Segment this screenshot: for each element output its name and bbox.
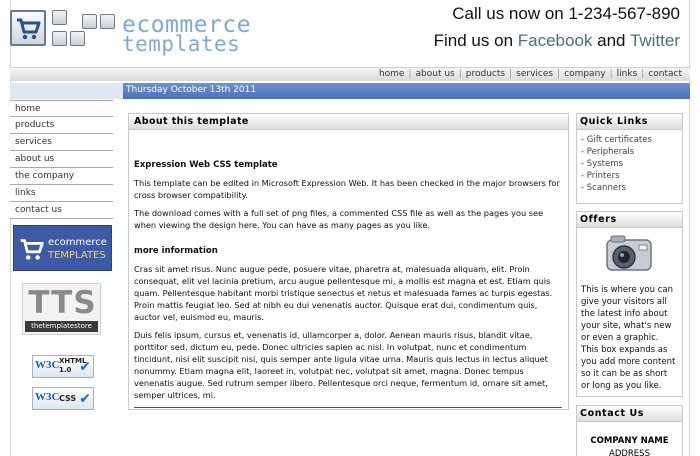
content-divider: [134, 407, 562, 408]
quick-link-systems[interactable]: Systems: [586, 159, 623, 169]
main-paragraph-3: Cras sit amet risus. Nunc augue pede, posuere vitae, pharetra at, malesuada aliquam, elit. Proin consequat, elit vel lacinia pretium, arcu augue pellentesque mi, a mollis est magna et est. Etiam quis quam. Pellentesque habitant morbi tristique senectus et netus et malesuada fames ac turpis egestas. Proin mattis feugiat leo. Sed at nibh eu dui venenatis auctor. Quisque erat dui, condimentum quis, auctor vel, euismod eu, mauris.: [134, 264, 553, 322]
quick-links-title: Quick Links: [577, 114, 682, 130]
separator: |: [609, 69, 613, 79]
company-name: COMPANY NAME: [590, 436, 669, 446]
list-item: - Printers: [581, 171, 620, 181]
main-heading-1: Expression Web CSS template: [134, 160, 278, 170]
list-item: - Scanners: [581, 183, 626, 193]
list-item: - Peripherals: [581, 147, 635, 157]
separator: |: [408, 69, 412, 79]
quick-link-scanners[interactable]: Scanners: [586, 183, 626, 193]
separator: |: [509, 69, 513, 79]
checkmark-icon: ✔: [79, 391, 91, 407]
site-logo[interactable]: [10, 10, 252, 56]
company-address: ADDRESS: [609, 449, 650, 456]
separator: |: [641, 69, 645, 79]
leftnav-home[interactable]: home: [10, 100, 113, 117]
w3c-css-badge[interactable]: [32, 387, 94, 410]
left-navigation: [10, 100, 113, 219]
find-us-text: [434, 31, 680, 51]
leftnav-products[interactable]: products: [10, 117, 113, 134]
logo-square: [52, 31, 67, 46]
logo-square: [100, 14, 115, 29]
main-paragraph-1: This template can be edited in Microsoft Expression Web. It has been checked in the major browsers for cross browser compatibility.: [134, 178, 560, 200]
w3c-mark: W3C: [35, 391, 60, 403]
topnav-about-us[interactable]: about us: [415, 69, 455, 79]
contact-title: Contact Us: [577, 406, 682, 422]
topnav-contact[interactable]: contact: [648, 69, 682, 79]
main-paragraph-2: The download comes with a full set of png files, a commented CSS file as well as the pages you see when viewing the design here. You can have as many pages as you like.: [134, 208, 544, 230]
date-bar: [10, 83, 690, 99]
logo-cart-square: [10, 10, 46, 46]
checkmark-icon: ✔: [79, 359, 91, 375]
main-paragraph-4: Duis felis ipsum, cursus et, venenatis id, ullamcorper a, dolor. Aenean mauris risus, blandit vitae, porttitor sed, dictum eu, pede. Donec ultricies sapien ac nisl. In volutpat, nunc et condimentum tincidunt, nisi elit suscipit nisi, quis semper ante ligula vitae urna. Mauris quis lectus in lectus aliquet nonummy. Etiam magna elit, laoreet in, volutpat nec, volutpat sit amet, magna. Donec tempus venenatis augue. Sed rutrum semper libero. Pellentesque orci neque, fermentum id, ornare sit amet, semper ultrices, mi.: [134, 330, 548, 400]
offers-text: This is where you can give your visitors all the latest info about your site, what's new or even a graphic. This box expands as you add more content so it can be as short or long as you like.: [581, 285, 676, 391]
separator: |: [557, 69, 561, 79]
xhtml-label-line1: XHTML: [59, 357, 87, 365]
css-label: CSS: [59, 394, 77, 403]
main-heading-2: more information: [134, 246, 218, 256]
badge-text-line2: TEMPLATES: [48, 250, 106, 261]
date-bar-cap: [10, 83, 123, 99]
quick-link-gift-certificates[interactable]: Gift certificates: [586, 135, 652, 145]
w3c-xhtml-badge[interactable]: [32, 355, 94, 378]
the-template-store-badge[interactable]: [22, 283, 101, 335]
tts-letters: TTS: [28, 285, 97, 321]
find-us-and: and: [592, 31, 630, 50]
facebook-link[interactable]: Facebook: [517, 31, 593, 50]
tts-caption: thetemplatestore: [25, 321, 98, 332]
cart-icon: [12, 12, 44, 44]
badge-text-line1: ecommerce: [48, 237, 107, 248]
quick-link-peripherals[interactable]: Peripherals: [586, 147, 635, 157]
call-us-text: Call us now on 1-234-567-890: [452, 4, 680, 23]
topnav-home[interactable]: home: [378, 69, 405, 79]
top-navigation: [10, 67, 690, 81]
find-us-prefix: Find us on: [433, 31, 518, 50]
leftnav-contact-us[interactable]: contact us: [10, 202, 113, 219]
logo-text-line1: ecommerce: [122, 12, 252, 38]
offers-box: [576, 211, 683, 397]
topnav-company[interactable]: company: [564, 69, 606, 79]
ecommerce-templates-badge[interactable]: [13, 225, 112, 271]
logo-text-line2: templates: [122, 32, 241, 56]
quick-link-printers[interactable]: Printers: [586, 171, 620, 181]
logo-square: [52, 10, 67, 25]
leftnav-services[interactable]: services: [10, 134, 113, 151]
topnav-links[interactable]: links: [616, 69, 638, 79]
quick-links-box: [576, 113, 683, 204]
quick-links-list: [577, 130, 682, 194]
camera-icon: [577, 228, 684, 282]
main-content-box: [128, 113, 569, 410]
camera-image: [577, 228, 684, 282]
main-body: [129, 130, 568, 408]
list-item: - Gift certificates: [581, 135, 652, 145]
twitter-link[interactable]: Twitter: [629, 31, 680, 50]
w3c-mark: W3C: [35, 359, 60, 371]
topnav-products[interactable]: products: [465, 69, 506, 79]
leftnav-the-company[interactable]: the company: [10, 168, 113, 185]
main-title: About this template: [129, 114, 568, 130]
logo-square: [70, 31, 85, 46]
topnav-services[interactable]: services: [516, 69, 554, 79]
list-item: - Systems: [581, 159, 623, 169]
logo-square: [82, 14, 97, 29]
xhtml-label-line2: 1.0: [59, 366, 72, 374]
separator: |: [458, 69, 462, 79]
contact-box: [576, 405, 683, 456]
leftnav-about-us[interactable]: about us: [10, 151, 113, 168]
offers-title: Offers: [577, 212, 682, 228]
current-date: Thursday October 13th 2011: [126, 85, 257, 95]
leftnav-links[interactable]: links: [10, 185, 113, 202]
cart-icon: [17, 234, 47, 264]
